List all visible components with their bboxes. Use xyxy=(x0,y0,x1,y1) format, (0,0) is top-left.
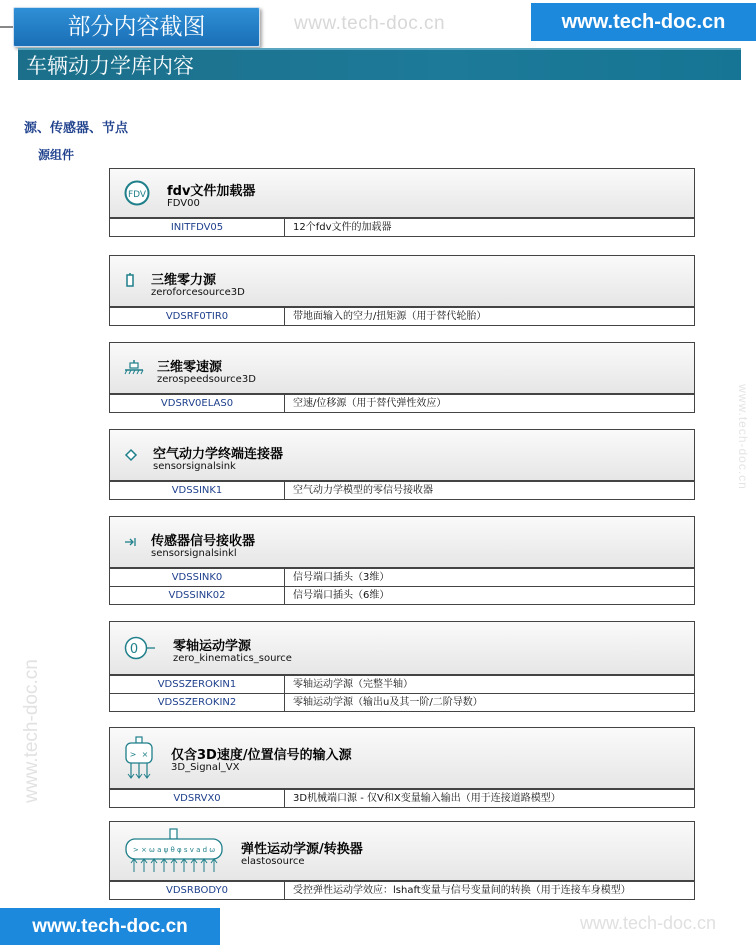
component-code: VDSRBODY0 xyxy=(110,882,285,899)
component-card-zeroforce xyxy=(109,255,695,326)
card-title: 空气动力学终端连接器 xyxy=(153,447,284,462)
card-title: 弹性运动学源/转换器 xyxy=(241,842,363,857)
table-row xyxy=(110,789,694,807)
component-code: INITFDV05 xyxy=(110,219,285,236)
component-desc: 12个fdv文件的加载器 xyxy=(293,222,392,233)
elasto-source-icon xyxy=(124,828,224,874)
svg-text:> × ω a ψ θ φ s v a d ω: > × ω a ψ θ φ s v a d ω xyxy=(132,846,216,854)
watermark-bottom: www.tech-doc.cn xyxy=(580,913,717,933)
component-desc: 零轴运动学源（输出u及其一阶/二阶导数） xyxy=(293,697,483,708)
svg-text:×: × xyxy=(141,750,149,759)
table-row xyxy=(110,394,694,412)
page-title: 车辆动力学库内容 xyxy=(18,48,741,80)
component-desc: 空气动力学模型的零信号接收器 xyxy=(293,485,433,496)
component-code: VDSRF0TIR0 xyxy=(110,308,285,325)
card-subtitle: sensorsignalsink xyxy=(153,461,236,472)
force-source-icon xyxy=(124,273,136,289)
kinematics-icon xyxy=(124,636,156,660)
component-desc: 空速/位移源（用于替代弹性效应） xyxy=(293,398,447,409)
component-desc: 信号端口插头（6维） xyxy=(293,590,390,601)
svg-text:FDV: FDV xyxy=(127,190,147,200)
table-row xyxy=(110,481,694,499)
excerpt-tag: 部分内容截图 xyxy=(13,7,260,47)
card-subtitle: zerospeedsource3D xyxy=(157,374,256,385)
table-row xyxy=(110,693,694,711)
svg-text:>: > xyxy=(129,750,137,759)
table-row xyxy=(110,218,694,236)
card-title: 零轴运动学源 xyxy=(173,639,252,654)
card-subtitle: elastosource xyxy=(241,856,305,867)
component-code: VDSSINK0 xyxy=(110,569,285,586)
card-title: 仅含3D速度/位置信号的输入源 xyxy=(171,748,352,763)
table-row xyxy=(110,586,694,604)
watermark-right: www.tech-doc.cn xyxy=(735,384,750,490)
component-card-elastosource xyxy=(109,821,695,900)
svg-text:0: 0 xyxy=(129,642,139,657)
component-code: VDSSINK1 xyxy=(110,482,285,499)
fdv-icon xyxy=(124,180,150,206)
subsection-heading: 源组件 xyxy=(38,148,75,162)
component-code: VDSSZEROKIN2 xyxy=(110,694,285,711)
component-desc: 信号端口插头（3维） xyxy=(293,572,390,583)
ground-icon xyxy=(124,360,144,376)
card-subtitle: sensorsignalsinkl xyxy=(151,548,237,559)
table-row xyxy=(110,881,694,899)
component-desc: 零轴运动学源（完整半轴） xyxy=(293,679,413,690)
component-desc: 带地面输入的空力/扭矩源（用于替代轮胎） xyxy=(293,311,487,322)
table-row xyxy=(110,568,694,586)
card-title: 传感器信号接收器 xyxy=(151,534,256,549)
table-row xyxy=(110,307,694,325)
card-title: fdv文件加载器 xyxy=(167,184,256,199)
component-desc: 受控弹性运动学效应：lshaft变量与信号变量间的转换（用于连接车身模型） xyxy=(293,885,631,896)
card-subtitle: 3D_Signal_VX xyxy=(171,762,240,773)
component-card-zerokinematics xyxy=(109,621,695,712)
component-desc: 3D机械端口源 - 仅V和X变量输入输出（用于连接道路模型） xyxy=(293,793,561,804)
component-card-3dsignal xyxy=(109,727,695,808)
site-url-bottom[interactable]: www.tech-doc.cn xyxy=(0,908,220,945)
section-heading: 源、传感器、节点 xyxy=(24,121,129,136)
component-card-aerosink xyxy=(109,429,695,500)
component-card-zerospeed xyxy=(109,342,695,413)
site-url-top[interactable]: www.tech-doc.cn xyxy=(531,3,756,41)
signal-sink-icon xyxy=(124,536,138,548)
card-subtitle: zeroforcesource3D xyxy=(151,287,245,298)
diamond-connector-icon xyxy=(124,448,138,462)
component-card-signalsink xyxy=(109,516,695,605)
component-code: VDSSZEROKIN1 xyxy=(110,676,285,693)
component-code: VDSSINK02 xyxy=(110,587,285,604)
card-title: 三维零力源 xyxy=(151,273,217,288)
component-card-fdv xyxy=(109,168,695,237)
component-code: VDSRV0ELAS0 xyxy=(110,395,285,412)
watermark-left: www.tech-doc.cn xyxy=(20,659,42,803)
signal-3d-icon xyxy=(124,736,154,780)
table-row xyxy=(110,675,694,693)
watermark-top: www.tech-doc.cn xyxy=(294,13,446,34)
card-subtitle: FDV00 xyxy=(167,198,200,209)
card-title: 三维零速源 xyxy=(157,360,223,375)
card-subtitle: zero_kinematics_source xyxy=(173,653,292,664)
component-code: VDSRVX0 xyxy=(110,790,285,807)
